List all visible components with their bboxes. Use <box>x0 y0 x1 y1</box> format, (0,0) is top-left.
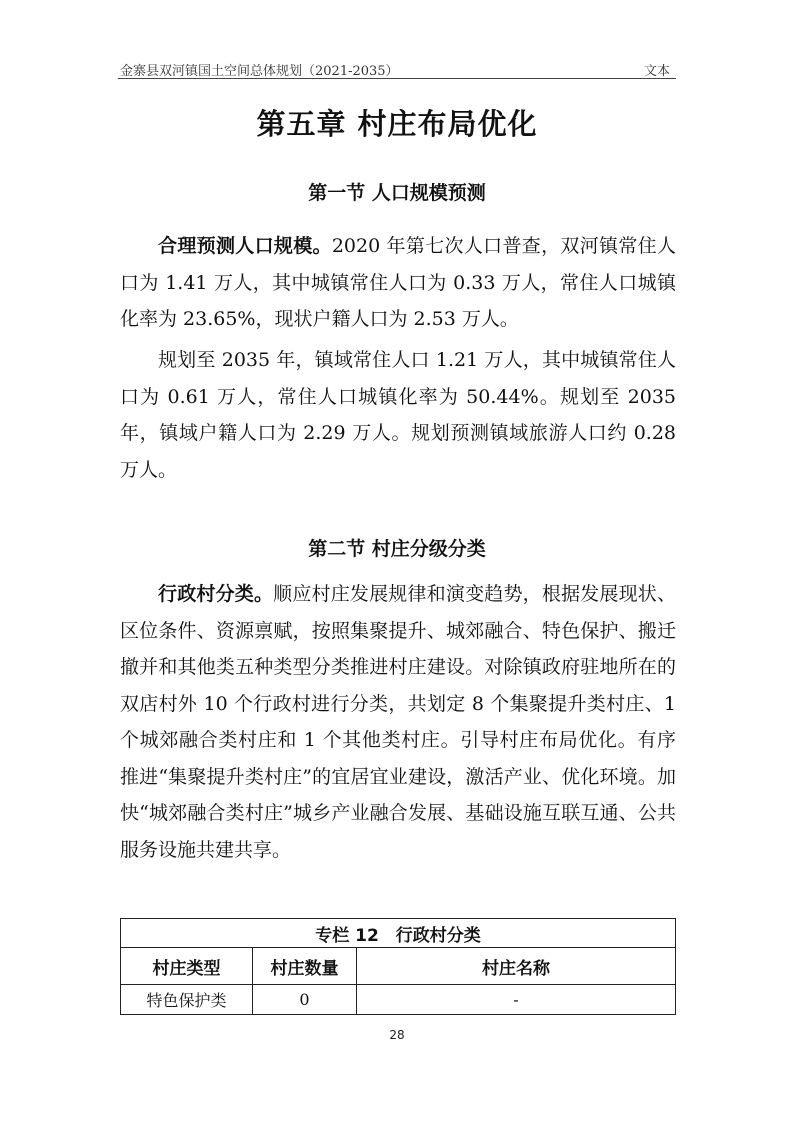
header-rule <box>118 78 676 79</box>
document-title: 金寨县双河镇国土空间总体规划（2021-2035） <box>120 64 399 79</box>
page-header <box>120 54 674 78</box>
section-title-population: 第一节 人口规模预测 <box>308 182 486 204</box>
table-cell-village-count: 0 <box>253 985 357 1015</box>
table-header-village-count: 村庄数量 <box>253 948 357 985</box>
paragraph-population-2035: 规划至 2035 年，镇域常住人口 1.21 万人，其中城镇常住人口为 0.61 万人，常住人口城镇化率为 50.44%。规划至 2035 年，镇域户籍人口为 2.29 万人。规划预测镇域旅游人口约 0.28 万人。 <box>120 349 676 481</box>
section-title-village-classification: 第二节 村庄分级分类 <box>308 538 486 560</box>
table-title: 专栏 12 行政村分类 <box>121 919 676 948</box>
paragraph-village-classification <box>120 576 676 868</box>
document-type: 文本 <box>643 64 670 79</box>
table-cell-village-type: 特色保护类 <box>121 985 253 1015</box>
paragraph-body: 2020 年第七次人口普查，双河镇常住人口为 1.41 万人，其中城镇常住人口为 0.33 万人，常住人口城镇化率为 23.65%，现状户籍人口为 2.53 万人。 <box>120 235 676 330</box>
table-row <box>121 985 676 1015</box>
page-number: 28 <box>389 1028 405 1042</box>
table-header-village-names: 村庄名称 <box>357 948 676 985</box>
village-classification-table <box>120 918 676 1015</box>
paragraph-lead: 合理预测人口规模。 <box>158 235 332 257</box>
table-header-village-type: 村庄类型 <box>121 948 253 985</box>
table-cell-village-names: - <box>357 985 676 1015</box>
chapter-title: 第五章 村庄布局优化 <box>256 107 538 141</box>
paragraph-body: 顺应村庄发展规律和演变趋势，根据发展现状、区位条件、资源禀赋，按照集聚提升、城郊融合、特色保护、搬迁撤并和其他类五种类型分类推进村庄建设。对除镇政府驻地所在的双店村外 10 个行政村进行分类，共划定 8 个集聚提升类村庄、1 个城郊融合类村庄和 1 个其他类村庄。引导村庄布局优化。有序推进“集聚提升类村庄”的宜居宜业建设，激活产业、优化环境。加快“城郊融合类村庄”城乡产业融合发展、基础设施互联互通、公共服务设施共建共享。 <box>120 583 676 861</box>
paragraph-population-2020 <box>120 228 676 338</box>
paragraph-lead: 行政村分类。 <box>158 583 274 605</box>
